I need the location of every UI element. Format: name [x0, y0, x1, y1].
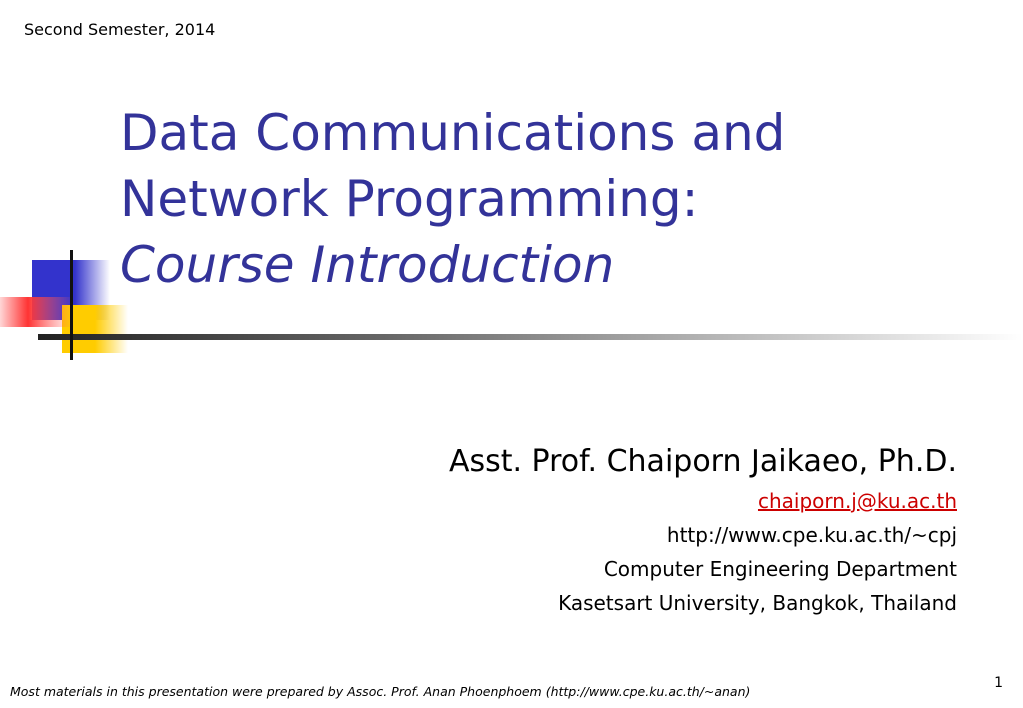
title-subtitle: Course Introduction [120, 236, 615, 294]
semester-label: Second Semester, 2014 [24, 20, 216, 39]
page-number: 1 [994, 675, 1003, 691]
title-line-2: Network Programming: [120, 170, 699, 228]
footer-credit: Most materials in this presentation were prepared by Assoc. Prof. Anan Phoenphoem (http://www.cpe.ku.ac.th/~anan) [10, 684, 751, 699]
author-email-link[interactable]: chaiporn.j@ku.ac.th [757, 489, 957, 513]
author-name: Asst. Prof. Chaiporn Jaikaeo, Ph.D. [448, 444, 957, 479]
deco-horizontal-bar [38, 334, 1023, 340]
author-website: http://www.cpe.ku.ac.th/~cpj [666, 523, 957, 547]
deco-vertical-line [70, 250, 73, 360]
deco-red-bar [0, 297, 70, 327]
title-line-1: Data Communications and [120, 104, 786, 162]
author-block [449, 440, 957, 620]
decorative-squares-graphic [0, 250, 1023, 370]
author-university: Kasetsart University, Bangkok, Thailand [558, 591, 957, 615]
author-department: Computer Engineering Department [603, 557, 957, 581]
